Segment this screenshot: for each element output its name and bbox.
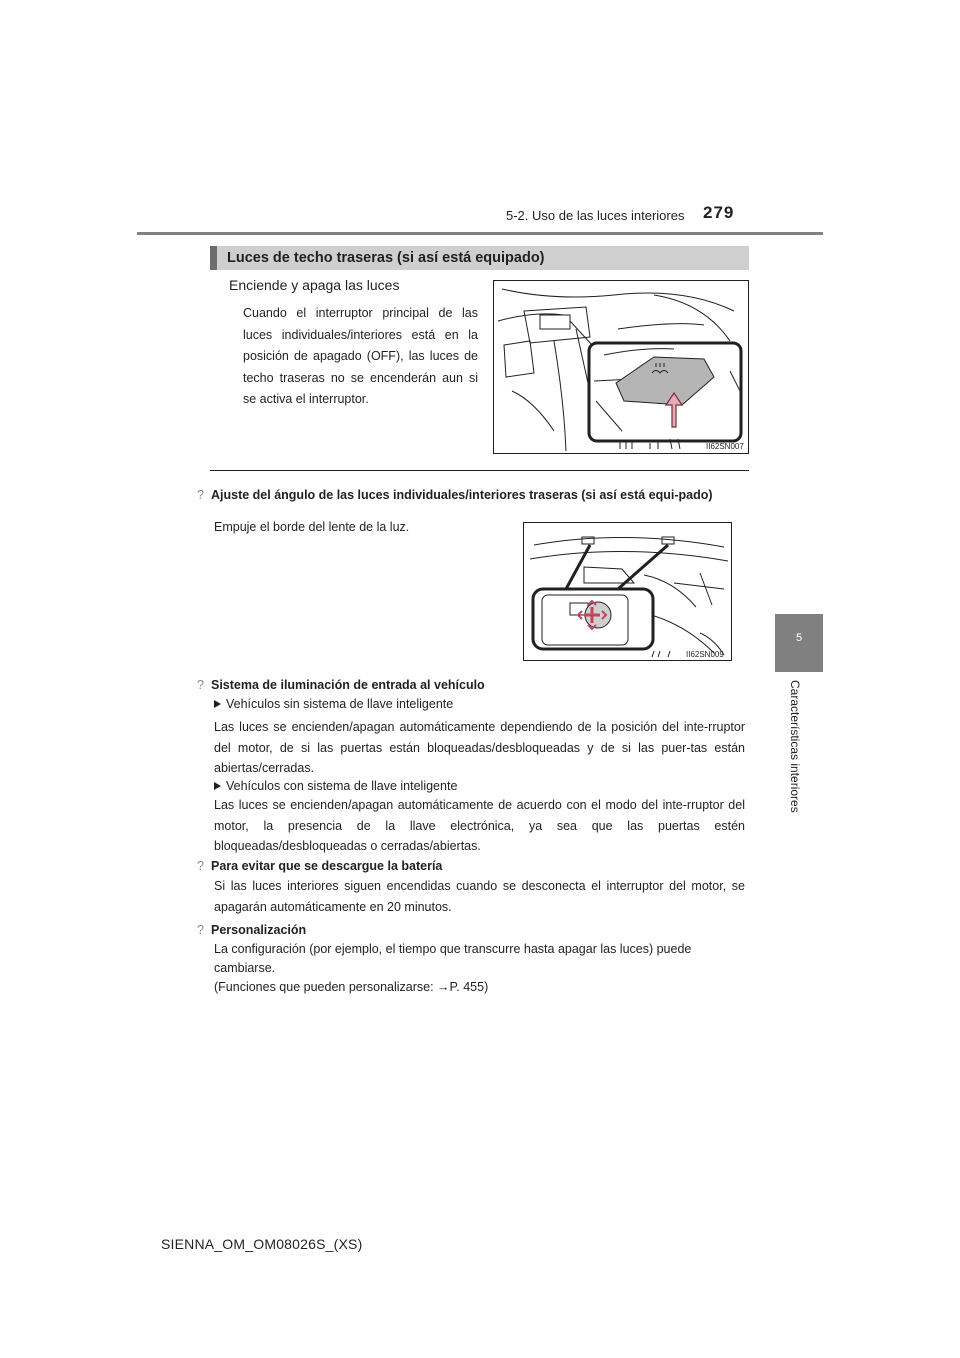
note-body-customization-1: La configuración (por ejemplo, el tiempo que transcurre hasta apagar las luces) puede bbox=[214, 942, 692, 956]
light-angle-illustration bbox=[524, 523, 732, 661]
chapter-label-container bbox=[788, 680, 808, 840]
chapter-number: 5 bbox=[795, 632, 803, 644]
figure-code: II62SN007 bbox=[706, 442, 744, 451]
section-body: Cuando el interruptor principal de las luces individuales/interiores está en la posición de apagado (OFF), las luces de techo traseras no se encenderán aun si se activa el interruptor. bbox=[243, 306, 478, 406]
chapter-tab bbox=[775, 614, 823, 672]
section-heading: Luces de techo traseras (si así está equipado) bbox=[227, 250, 545, 266]
bullet-no-smart-key bbox=[214, 697, 453, 711]
header-rule bbox=[137, 232, 823, 235]
bullet-text: Vehículos sin sistema de llave inteligente bbox=[226, 697, 454, 711]
bullet-text: Vehículos con sistema de llave inteligente bbox=[226, 779, 458, 793]
note-mark: ? bbox=[197, 923, 204, 937]
note-mark: ? bbox=[197, 488, 204, 502]
note-battery bbox=[197, 856, 752, 878]
section-subtitle: Enciende y apaga las luces bbox=[229, 277, 400, 293]
bullet-smart-key bbox=[214, 779, 457, 793]
section-heading-bar bbox=[210, 246, 749, 270]
running-header-section: 5-2. Uso de las luces interiores bbox=[506, 208, 685, 223]
section-heading-accent bbox=[210, 246, 217, 270]
note-body: Empuje el borde del lente de la luz. bbox=[214, 520, 410, 534]
light-angle-figure bbox=[523, 522, 732, 661]
note-body-customization-3: (Funciones que pueden personalizarse: →P. 455) bbox=[214, 980, 489, 994]
note-title: Sistema de iluminación de entrada al vehículo bbox=[211, 678, 485, 692]
rear-ceiling-light-figure bbox=[493, 280, 749, 454]
note-body-battery: Si las luces interiores siguen encendidas cuando se desconecta el interruptor del motor, se apagarán automáticamente en 20 minutos. bbox=[214, 879, 745, 914]
note-title: Para evitar que se descargue la batería bbox=[211, 859, 443, 873]
figure-code: II62SN009 bbox=[686, 650, 724, 659]
note-entry-lighting bbox=[197, 675, 752, 697]
rear-ceiling-light-illustration bbox=[494, 281, 749, 454]
bullet-triangle-icon bbox=[214, 700, 221, 708]
section-divider bbox=[210, 470, 749, 471]
document-code: SIENNA_OM_OM08026S_(XS) bbox=[161, 1236, 363, 1252]
note-mark: ? bbox=[197, 678, 204, 692]
note-title: Ajuste del ángulo de las luces individuales/interiores traseras (si así está equi-pado) bbox=[211, 488, 713, 502]
note-body-no-smart-key: Las luces se encienden/apagan automáticamente dependiendo de la posición del inte-rruptor del motor, de si las puertas están bloqueadas/desbloqueadas y de si las puer-tas están abiertas/cerradas. bbox=[214, 720, 745, 775]
page-number: 279 bbox=[703, 203, 735, 222]
note-title: Personalización bbox=[211, 923, 307, 937]
note-mark: ? bbox=[197, 859, 204, 873]
bullet-triangle-icon bbox=[214, 782, 221, 790]
note-body-customization-2: cambiarse. bbox=[214, 961, 276, 975]
note-body-smart-key: Las luces se encienden/apagan automáticamente de acuerdo con el modo del inte-rruptor del motor, la presencia de la llave electrónica, ya sea que las puertas estén bloqueadas/desbloqueadas o cerradas/abiertas. bbox=[214, 798, 745, 853]
chapter-label: Características interiores bbox=[788, 680, 802, 813]
